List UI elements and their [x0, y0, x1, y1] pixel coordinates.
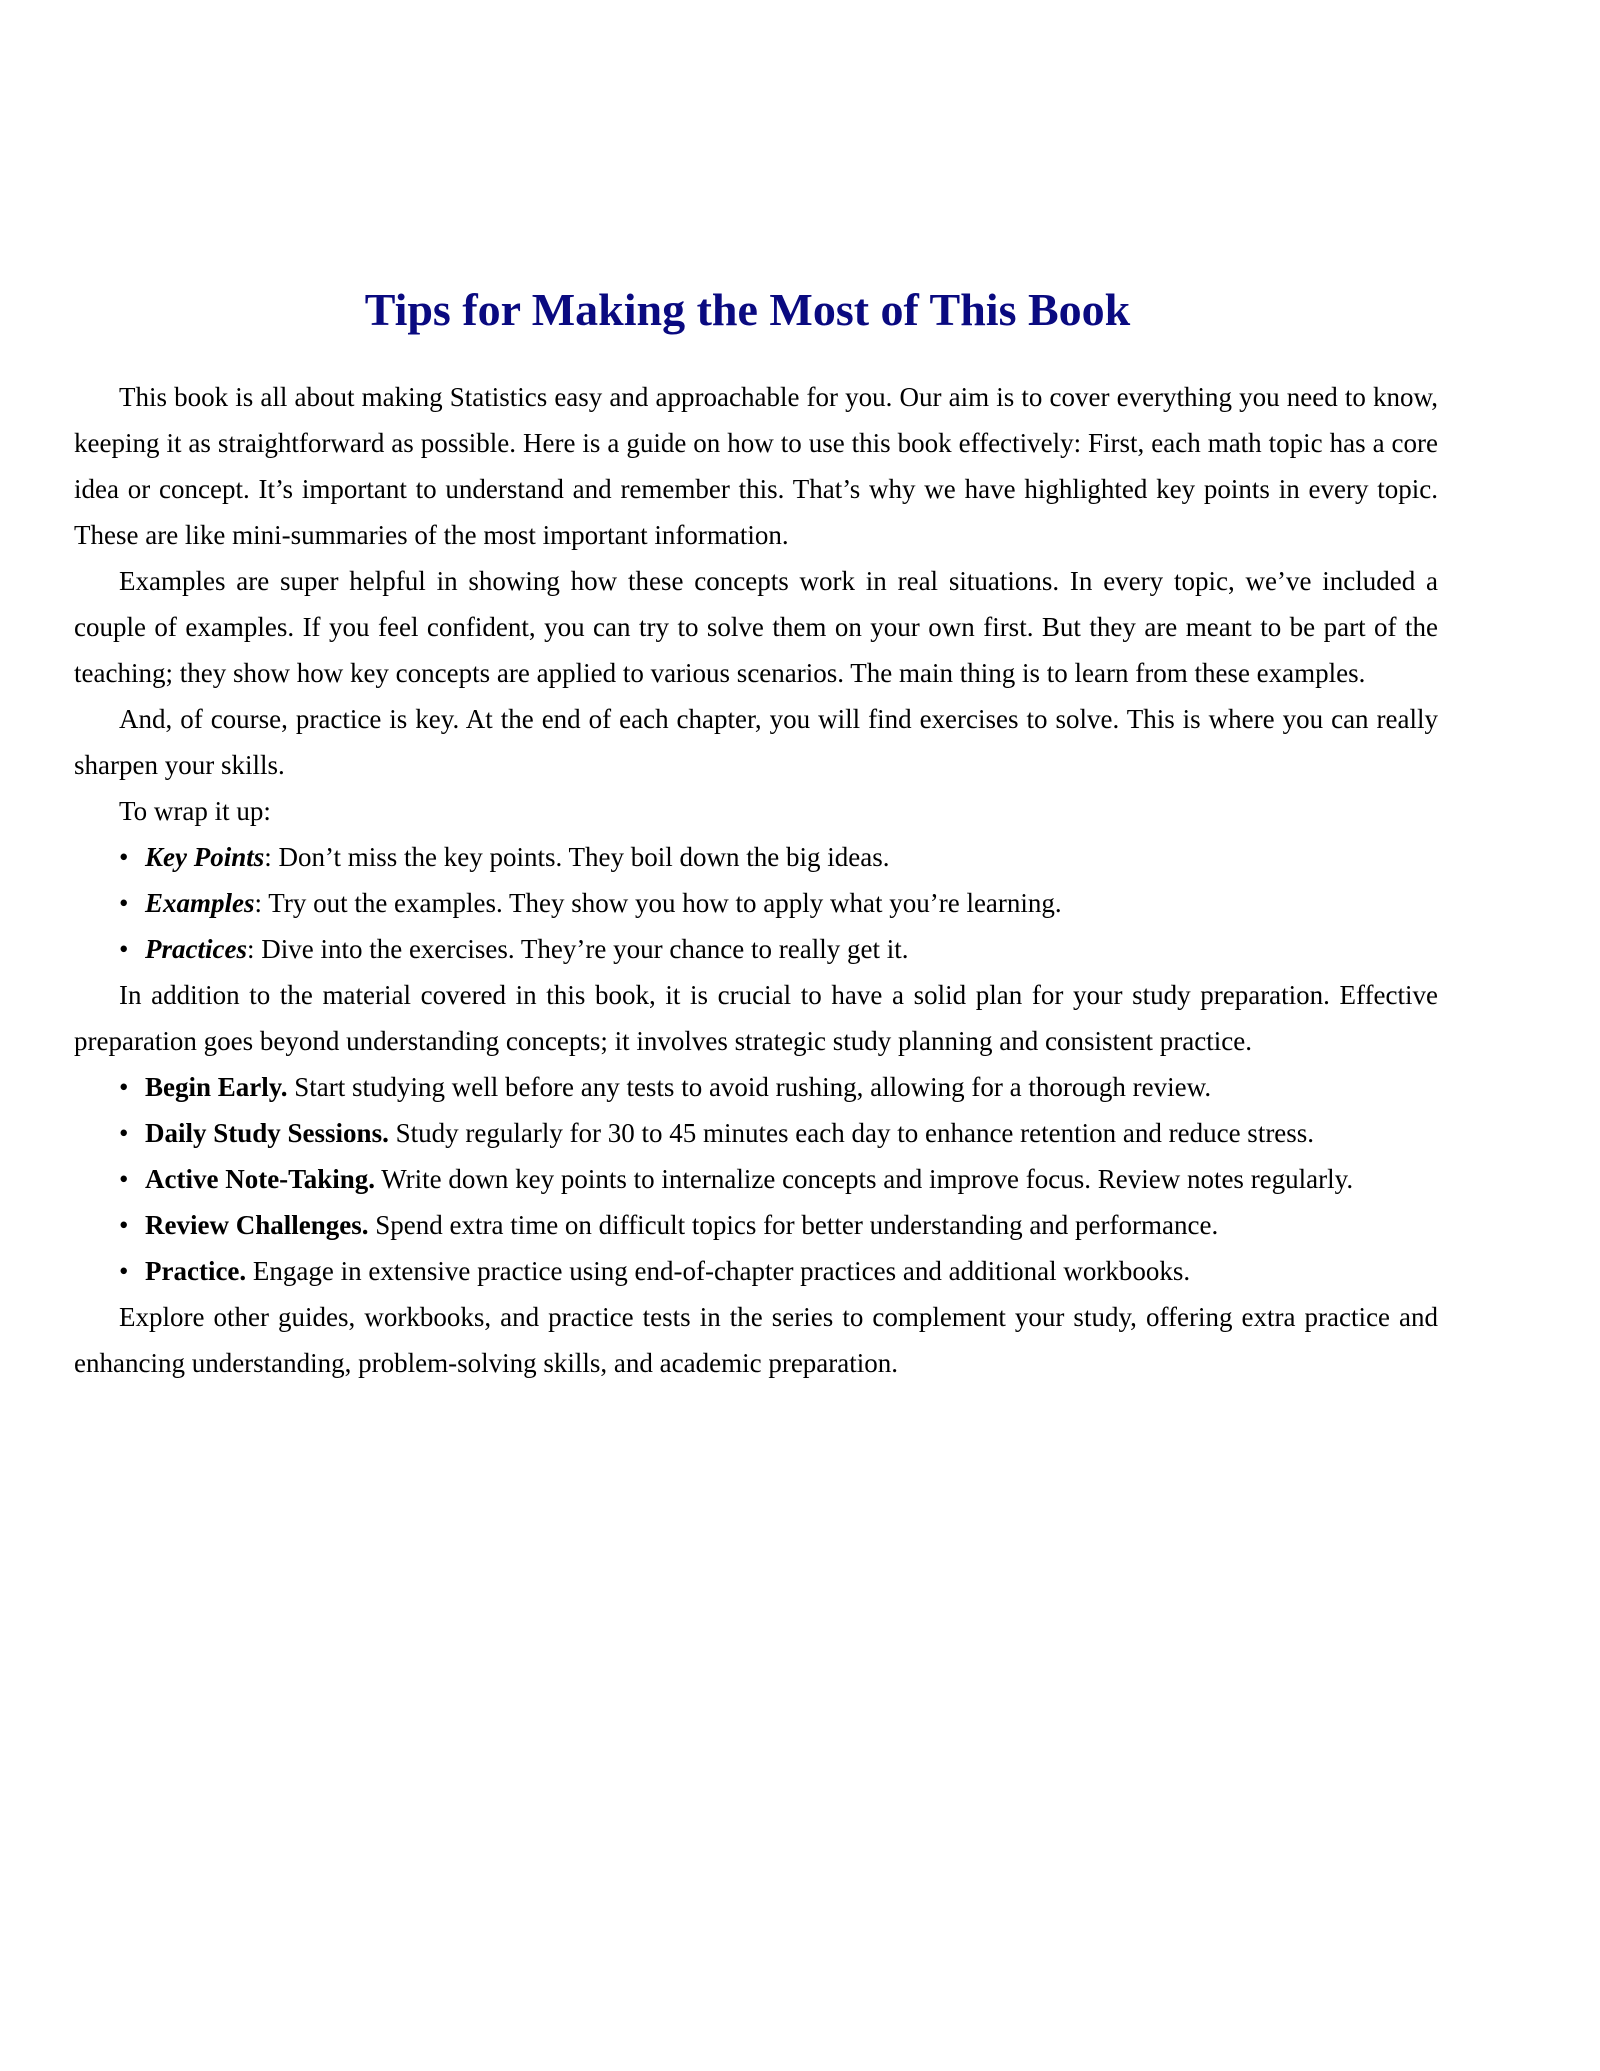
paragraph-practice: And, of course, practice is key. At the end of each chapter, you will find exercises to solve. This is where you can really sharpen your skills. — [74, 704, 1438, 780]
list-item-term: Examples — [145, 888, 255, 918]
page-title: Tips for Making the Most of This Book — [364, 284, 1131, 335]
bullet-icon: • — [119, 842, 129, 872]
list-item — [74, 834, 1438, 880]
wrap-up-list — [74, 834, 1438, 972]
list-item — [74, 1064, 1438, 1110]
list-item-text: : Don’t miss the key points. They boil down the big ideas. — [264, 842, 890, 872]
bullet-icon: • — [119, 1210, 129, 1240]
list-item-term: Begin Early. — [145, 1072, 288, 1102]
list-item-text: Study regularly for 30 to 45 minutes each day to enhance retention and reduce stress. — [388, 1118, 1315, 1148]
bullet-icon: • — [119, 934, 129, 964]
list-item-term: Key Points — [145, 842, 265, 872]
list-item — [74, 1156, 1438, 1202]
list-item-text: : Dive into the exercises. They’re your chance to really get it. — [246, 934, 909, 964]
body-text — [74, 374, 1438, 1386]
list-item-text: Start studying well before any tests to avoid rushing, allowing for a thorough review. — [287, 1072, 1212, 1102]
bullet-icon: • — [119, 1072, 129, 1102]
list-item-text: Write down key points to internalize concepts and improve focus. Review notes regularly. — [375, 1164, 1354, 1194]
list-item-term: Practices — [145, 934, 247, 964]
paragraph-wrap-up: To wrap it up: — [119, 796, 271, 826]
paragraph-examples: Examples are super helpful in showing how these concepts work in real situations. In every topic, we’ve included a couple of examples. If you feel confident, you can try to solve them on your own first. But they are meant to be part of the teaching; they show how key concepts are applied to various scenarios. The main thing is to learn from these examples. — [74, 566, 1438, 688]
list-item-term: Review Challenges. — [145, 1210, 369, 1240]
list-item-text: : Try out the examples. They show you how to apply what you’re learning. — [254, 888, 1062, 918]
bullet-icon: • — [119, 1118, 129, 1148]
list-item — [74, 926, 1438, 972]
bullet-icon: • — [119, 888, 129, 918]
list-item-term: Daily Study Sessions. — [145, 1118, 389, 1148]
paragraph-closing: Explore other guides, workbooks, and practice tests in the series to complement your study, offering extra practice and enhancing understanding, problem-solving skills, and academic preparation. — [74, 1302, 1438, 1378]
list-item — [74, 880, 1438, 926]
list-item — [74, 1202, 1438, 1248]
paragraph-intro: This book is all about making Statistics easy and approachable for you. Our aim is to cover everything you need to know, keeping it as straightforward as possible. Here is a guide on how to use this book effectively: First, each math topic has a core idea or concept. It’s important to understand and remember this. That’s why we have highlighted key points in every topic. These are like mini-summaries of the most important information. — [74, 382, 1438, 550]
list-item-text: Spend extra time on difficult topics for better understanding and performance. — [368, 1210, 1219, 1240]
list-item — [74, 1110, 1438, 1156]
bullet-icon: • — [119, 1256, 129, 1286]
list-item-term: Practice. — [145, 1256, 247, 1286]
bullet-icon: • — [119, 1164, 129, 1194]
list-item — [74, 1248, 1438, 1294]
list-item-text: Engage in extensive practice using end-of-chapter practices and additional workbooks. — [246, 1256, 1191, 1286]
list-item-term: Active Note-Taking. — [145, 1164, 375, 1194]
study-tips-list — [74, 1064, 1438, 1294]
paragraph-study-plan: In addition to the material covered in this book, it is crucial to have a solid plan for your study preparation. Effective preparation goes beyond understanding concepts; it involves strategic study planning and consistent practice. — [74, 980, 1438, 1056]
